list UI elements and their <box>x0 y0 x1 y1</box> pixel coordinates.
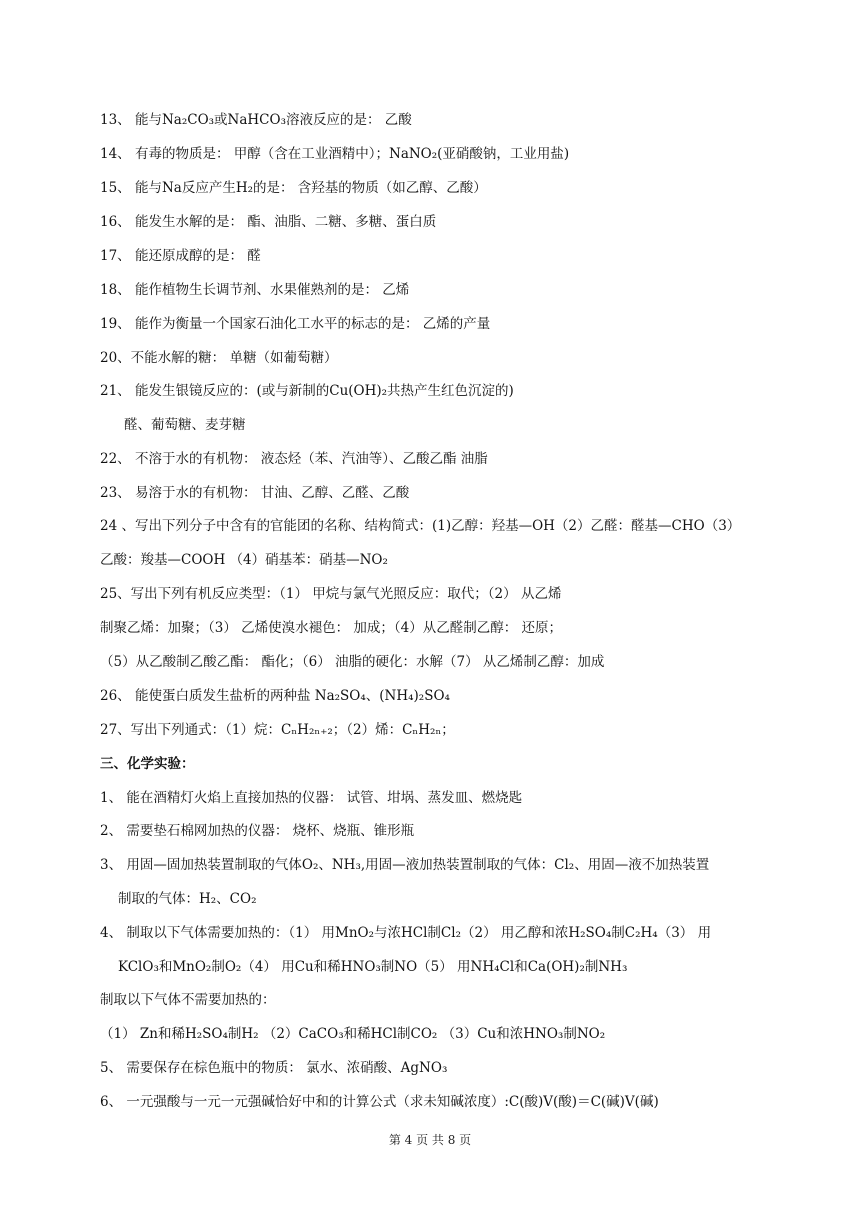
text-line: 醛、葡萄糖、麦芽糖 <box>124 417 246 433</box>
text-line: 20、不能水解的糖： 单糖（如葡萄糖） <box>100 350 338 366</box>
text-line: 18、 能作植物生长调节剂、水果催熟剂的是： 乙烯 <box>100 282 410 298</box>
text-line: 23、 易溶于水的有机物： 甘油、乙醇、乙醛、乙酸 <box>100 485 410 501</box>
text-line: 26、 能使蛋白质发生盐析的两种盐 Na₂SO₄、(NH₄)₂SO₄ <box>100 688 450 704</box>
text-line: （5）从乙酸制乙酸乙酯： 酯化；（6） 油脂的硬化：水解（7） 从乙烯制乙醇：加成 <box>100 654 605 670</box>
text-line: 制取以下气体不需要加热的： <box>100 992 276 1008</box>
text-line: （1） Zn和稀H₂SO₄制H₂ （2）CaCO₃和稀HCl制CO₂ （3）Cu和浓HNO₃制NO₂ <box>100 1026 606 1042</box>
text-line: 16、 能发生水解的是： 酯、油脂、二糖、多糖、蛋白质 <box>100 214 437 230</box>
text-line: 19、 能作为衡量一个国家石油化工水平的标志的是： 乙烯的产量 <box>100 316 491 332</box>
text-line: 乙酸：羧基—COOH （4）硝基苯：硝基—NO₂ <box>100 552 388 568</box>
text-line: 制取的气体：H₂、CO₂ <box>118 891 257 907</box>
text-line: 17、 能还原成醇的是： 醛 <box>100 248 261 264</box>
text-line: 22、 不溶于水的有机物： 液态烃（苯、汽油等）、乙酸乙酯 油脂 <box>100 451 488 467</box>
page-footer: 第 4 页 共 8 页 <box>388 1133 472 1147</box>
text-line: 1、 能在酒精灯火焰上直接加热的仪器： 试管、坩埚、蒸发皿、燃烧匙 <box>100 790 523 806</box>
text-line: 3、 用固—固加热装置制取的气体O₂、NH₃,用固—液加热装置制取的气体：Cl₂、用固—液不加热装置 <box>100 857 710 873</box>
text-line: KClO₃和MnO₂制O₂（4） 用Cu和稀HNO₃制NO（5） 用NH₄Cl和Ca(OH)₂制NH₃ <box>118 959 628 975</box>
text-line: 25、写出下列有机反应类型：（1） 甲烷与氯气光照反应：取代；（2） 从乙烯 <box>100 586 562 602</box>
section-heading: 三、化学实验： <box>100 756 195 772</box>
text-line: 15、 能与Na反应产生H₂的是： 含羟基的物质（如乙醇、乙酸） <box>100 180 487 196</box>
text-line: 24 、写出下列分子中含有的官能团的名称、结构简式：(1)乙醇：羟基—OH（2）乙醛：醛基—CHO（3） <box>100 518 741 534</box>
text-line: 13、 能与Na₂CO₃或NaHCO₃溶液反应的是： 乙酸 <box>100 112 412 128</box>
text-line: 4、 制取以下气体需要加热的：（1） 用MnO₂与浓HCl制Cl₂（2） 用乙醇和浓H₂SO₄制C₂H₄（3） 用 <box>100 925 712 941</box>
text-line: 14、 有毒的物质是： 甲醇（含在工业酒精中）；NaNO₂(亚硝酸钠，工业用盐) <box>100 146 570 162</box>
text-line: 5、 需要保存在棕色瓶中的物质： 氯水、浓硝酸、AgNO₃ <box>100 1060 448 1076</box>
text-line: 制聚乙烯：加聚；（3） 乙烯使溴水褪色： 加成；（4）从乙醛制乙醇： 还原； <box>100 620 563 636</box>
text-line: 21、 能发生银镜反应的：(或与新制的Cu(OH)₂共热产生红色沉淀的) <box>100 383 514 399</box>
text-line: 2、 需要垫石棉网加热的仪器： 烧杯、烧瓶、锥形瓶 <box>100 823 415 839</box>
text-line: 6、 一元强酸与一元一元强碱恰好中和的计算公式（求未知碱浓度）:C(酸)V(酸)＝C(碱)V(碱) <box>100 1094 659 1110</box>
text-line: 27、写出下列通式：（1）烷：CₙH₂ₙ₊₂；（2）烯：CₙH₂ₙ； <box>100 722 455 738</box>
